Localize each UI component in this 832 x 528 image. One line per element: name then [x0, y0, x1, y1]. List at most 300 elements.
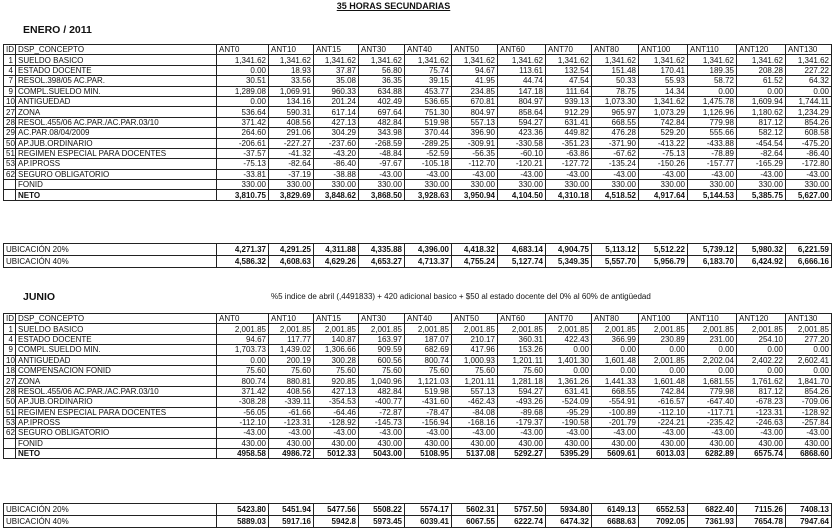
summary-label: UBICACIÓN 20%	[4, 504, 217, 516]
cell-value: 804.97	[452, 107, 498, 117]
cell-value: 153.26	[498, 345, 546, 355]
summary-value: 7092.05	[639, 516, 688, 528]
cell-value: 423.36	[498, 128, 546, 138]
cell-value: -454.54	[737, 138, 786, 148]
cell-value: 55.93	[639, 76, 688, 86]
summary-value: 4,335.88	[359, 244, 405, 256]
cell-value: 230.89	[639, 334, 688, 344]
cell-value: 94.67	[452, 65, 498, 75]
column-header: ANT120	[737, 45, 786, 55]
column-header: ANT60	[498, 314, 546, 324]
cell-value: 330.00	[786, 180, 832, 190]
cell-value: 254.10	[737, 334, 786, 344]
cell-value: 1,341.62	[405, 55, 452, 65]
column-header: ID	[4, 45, 16, 55]
cell-value: 519.98	[405, 117, 452, 127]
cell-value: 2,001.85	[688, 324, 737, 334]
cell-value: -201.79	[592, 417, 639, 427]
row-concept: FONID	[16, 438, 217, 448]
cell-value: 18.93	[269, 65, 314, 75]
cell-value: 590.31	[269, 107, 314, 117]
cell-value: 430.00	[592, 438, 639, 448]
cell-value: -61.66	[269, 407, 314, 417]
row-id	[4, 190, 16, 200]
cell-value: 668.55	[592, 117, 639, 127]
row-id: 10	[4, 96, 16, 106]
table-row	[4, 86, 832, 96]
cell-value: -190.58	[546, 417, 592, 427]
cell-value: 75.60	[314, 365, 359, 375]
cell-value: -127.72	[546, 159, 592, 169]
table-row	[4, 128, 832, 138]
cell-value: 5137.08	[452, 449, 498, 459]
row-concept: AP.IPROSS	[16, 417, 217, 427]
cell-value: 1,281.18	[498, 376, 546, 386]
cell-value: 2,001.85	[737, 324, 786, 334]
column-header: ANT0	[217, 314, 269, 324]
cell-value: 6575.74	[737, 449, 786, 459]
cell-value: -72.87	[359, 407, 405, 417]
cell-value: 75.60	[359, 365, 405, 375]
cell-value: 617.14	[314, 107, 359, 117]
cell-value: 430.00	[359, 438, 405, 448]
cell-value: 408.56	[269, 386, 314, 396]
cell-value: 117.77	[269, 334, 314, 344]
column-header: ANT50	[452, 314, 498, 324]
cell-value: 5043.00	[359, 449, 405, 459]
table-row	[4, 438, 832, 448]
cell-value: -431.60	[405, 397, 452, 407]
cell-value: 2,001.85	[639, 355, 688, 365]
cell-value: -43.00	[359, 169, 405, 179]
cell-value: 2,001.85	[592, 324, 639, 334]
cell-value: 330.00	[737, 180, 786, 190]
table-row	[4, 159, 832, 169]
cell-value: 1,341.62	[737, 55, 786, 65]
summary-value: 4,586.32	[217, 256, 269, 268]
cell-value: -179.37	[498, 417, 546, 427]
concept-table	[3, 44, 832, 201]
cell-value: -330.58	[498, 138, 546, 148]
summary-value: 5757.50	[498, 504, 546, 516]
cell-value: 1,401.30	[546, 355, 592, 365]
cell-value: 965.97	[592, 107, 639, 117]
summary-value: 4,629.26	[314, 256, 359, 268]
cell-value: 1,341.62	[786, 55, 832, 65]
cell-value: 557.13	[452, 117, 498, 127]
cell-value: 2,001.85	[498, 324, 546, 334]
cell-value: -308.28	[217, 397, 269, 407]
cell-value: 396.90	[452, 128, 498, 138]
cell-value: 0.00	[217, 65, 269, 75]
cell-value: 631.41	[546, 386, 592, 396]
cell-value: -97.67	[359, 159, 405, 169]
row-concept: SUELDO BASICO	[16, 55, 217, 65]
cell-value: -475.20	[786, 138, 832, 148]
cell-value: 817.12	[737, 117, 786, 127]
row-id	[4, 438, 16, 448]
cell-value: 422.43	[546, 334, 592, 344]
cell-value: -43.00	[688, 169, 737, 179]
cell-value: -43.00	[546, 428, 592, 438]
summary-value: 5508.22	[359, 504, 405, 516]
row-concept: ANTIGUEDAD	[16, 96, 217, 106]
cell-value: 779.98	[688, 386, 737, 396]
row-concept: AP.IPROSS	[16, 159, 217, 169]
row-id: 51	[4, 407, 16, 417]
cell-value: 2,001.85	[359, 324, 405, 334]
cell-value: 430.00	[217, 438, 269, 448]
cell-value: -105.18	[405, 159, 452, 169]
table-row	[4, 117, 832, 127]
cell-value: 370.44	[405, 128, 452, 138]
table-row	[4, 180, 832, 190]
row-concept: ZONA	[16, 107, 217, 117]
cell-value: 1,341.62	[452, 55, 498, 65]
cell-value: -43.00	[737, 169, 786, 179]
cell-value: 6868.60	[786, 449, 832, 459]
row-concept: COMPL.SUELDO MIN.	[16, 345, 217, 355]
cell-value: 151.48	[592, 65, 639, 75]
cell-value: 231.00	[688, 334, 737, 344]
row-concept: RESOL.455/06 AC.PAR./AC.PAR.03/10	[16, 386, 217, 396]
summary-value: 4,608.63	[269, 256, 314, 268]
summary-value: 6822.40	[688, 504, 737, 516]
cell-value: -371.90	[592, 138, 639, 148]
row-concept: RESOL.398/05 AC.PAR.	[16, 76, 217, 86]
cell-value: -78.89	[688, 148, 737, 158]
summary-value: 6,221.59	[786, 244, 832, 256]
row-id: 27	[4, 376, 16, 386]
summary-value: 6552.53	[639, 504, 688, 516]
summary-value: 7408.13	[786, 504, 832, 516]
cell-value: 75.60	[498, 365, 546, 375]
summary-value: 6,666.16	[786, 256, 832, 268]
summary-value: 5574.17	[405, 504, 452, 516]
cell-value: 75.74	[405, 65, 452, 75]
row-concept: AP.JUB.ORDINARIO	[16, 138, 217, 148]
cell-value: -354.53	[314, 397, 359, 407]
summary-value: 7115.26	[737, 504, 786, 516]
cell-value: 529.20	[639, 128, 688, 138]
cell-value: 858.64	[498, 107, 546, 117]
table-row	[4, 334, 832, 344]
cell-value: -112.70	[452, 159, 498, 169]
cell-value: 0.00	[688, 365, 737, 375]
cell-value: 47.54	[546, 76, 592, 86]
cell-value: -117.71	[688, 407, 737, 417]
cell-value: -227.27	[269, 138, 314, 148]
cell-value: 5012.33	[314, 449, 359, 459]
cell-value: -38.88	[314, 169, 359, 179]
table-row	[4, 324, 832, 334]
row-id: 50	[4, 397, 16, 407]
cell-value: 330.00	[217, 180, 269, 190]
cell-value: 300.28	[314, 355, 359, 365]
cell-value: 330.00	[314, 180, 359, 190]
cell-value: 476.28	[592, 128, 639, 138]
cell-value: 1,201.11	[498, 355, 546, 365]
cell-value: 482.84	[359, 386, 405, 396]
cell-value: 189.35	[688, 65, 737, 75]
cell-value: 1,341.62	[639, 55, 688, 65]
column-header: ANT60	[498, 45, 546, 55]
cell-value: 2,001.85	[546, 324, 592, 334]
cell-value: 960.33	[314, 86, 359, 96]
cell-value: 330.00	[452, 180, 498, 190]
cell-value: 2,001.85	[217, 324, 269, 334]
summary-row	[4, 244, 832, 256]
cell-value: -400.77	[359, 397, 405, 407]
row-concept: SUELDO BASICO	[16, 324, 217, 334]
cell-value: 0.00	[546, 345, 592, 355]
cell-value: 0.00	[737, 365, 786, 375]
row-concept: NETO	[16, 190, 217, 200]
cell-value: 41.95	[452, 76, 498, 86]
cell-value: 330.00	[498, 180, 546, 190]
row-id: 28	[4, 117, 16, 127]
table-header-row	[4, 314, 832, 324]
cell-value: 0.00	[786, 365, 832, 375]
column-header: ANT30	[359, 314, 405, 324]
row-id: 62	[4, 169, 16, 179]
cell-value: 536.65	[405, 96, 452, 106]
cell-value: 5,144.53	[688, 190, 737, 200]
total-row	[4, 449, 832, 459]
cell-value: 1,289.08	[217, 86, 269, 96]
cell-value: -237.60	[314, 138, 359, 148]
cell-value: 430.00	[314, 438, 359, 448]
cell-value: -709.06	[786, 397, 832, 407]
cell-value: -433.88	[688, 138, 737, 148]
cell-value: -100.89	[592, 407, 639, 417]
cell-value: -156.94	[405, 417, 452, 427]
cell-value: -235.42	[688, 417, 737, 427]
table-row	[4, 107, 832, 117]
cell-value: -123.31	[269, 417, 314, 427]
cell-value: 0.00	[688, 86, 737, 96]
summary-value: 6,183.70	[688, 256, 737, 268]
cell-value: -43.00	[314, 428, 359, 438]
summary-value: 6149.13	[592, 504, 639, 516]
cell-value: 557.13	[452, 386, 498, 396]
cell-value: -43.00	[639, 169, 688, 179]
page-title: 35 HORAS SECUNDARIAS	[336, 1, 451, 11]
summary-value: 5602.31	[452, 504, 498, 516]
row-concept: COMPENSACION FONID	[16, 365, 217, 375]
summary-value: 4,904.75	[546, 244, 592, 256]
cell-value: 2,001.85	[639, 324, 688, 334]
cell-value: 1,073.29	[639, 107, 688, 117]
column-header: ANT40	[405, 45, 452, 55]
summary-row	[4, 504, 832, 516]
cell-value: 668.55	[592, 386, 639, 396]
cell-value: 75.60	[269, 365, 314, 375]
cell-value: 482.84	[359, 117, 405, 127]
cell-value: 682.69	[405, 345, 452, 355]
cell-value: 920.85	[314, 376, 359, 386]
cell-value: 430.00	[639, 438, 688, 448]
column-header: ANT15	[314, 314, 359, 324]
table-row	[4, 365, 832, 375]
row-id: 28	[4, 386, 16, 396]
cell-value: 427.13	[314, 386, 359, 396]
cell-value: 0.00	[217, 355, 269, 365]
cell-value: 1,761.62	[737, 376, 786, 386]
cell-value: 1,681.55	[688, 376, 737, 386]
cell-value: 330.00	[269, 180, 314, 190]
cell-value: 3,848.62	[314, 190, 359, 200]
cell-value: -64.46	[314, 407, 359, 417]
cell-value: 4,917.64	[639, 190, 688, 200]
table-header-row	[4, 45, 832, 55]
summary-value: 5,113.12	[592, 244, 639, 256]
summary-value: 5942.8	[314, 516, 359, 528]
cell-value: -351.23	[546, 138, 592, 148]
column-header: ANT40	[405, 314, 452, 324]
cell-value: 44.74	[498, 76, 546, 86]
total-row	[4, 190, 832, 200]
cell-value: 39.15	[405, 76, 452, 86]
cell-value: -43.00	[546, 169, 592, 179]
cell-value: 5,627.00	[786, 190, 832, 200]
cell-value: 594.27	[498, 386, 546, 396]
cell-value: 1,073.30	[592, 96, 639, 106]
row-concept: REGIMEN ESPECIAL PARA DOCENTES	[16, 148, 217, 158]
column-header: ANT100	[639, 314, 688, 324]
cell-value: -206.61	[217, 138, 269, 148]
row-id	[4, 180, 16, 190]
cell-value: -37.57	[217, 148, 269, 158]
row-id: 4	[4, 65, 16, 75]
cell-value: 330.00	[405, 180, 452, 190]
cell-value: 5609.61	[592, 449, 639, 459]
cell-value: 519.98	[405, 386, 452, 396]
cell-value: 1,040.96	[359, 376, 405, 386]
cell-value: -43.00	[452, 169, 498, 179]
cell-value: 277.20	[786, 334, 832, 344]
cell-value: 0.00	[737, 345, 786, 355]
cell-value: 75.60	[452, 365, 498, 375]
cell-value: -60.10	[498, 148, 546, 158]
cell-value: -157.77	[688, 159, 737, 169]
cell-value: -43.00	[786, 169, 832, 179]
cell-value: 0.00	[592, 365, 639, 375]
cell-value: 1,744.11	[786, 96, 832, 106]
cell-value: -67.62	[592, 148, 639, 158]
cell-value: -82.64	[269, 159, 314, 169]
column-header: ANT70	[546, 45, 592, 55]
cell-value: 0.00	[639, 365, 688, 375]
cell-value: 0.00	[546, 365, 592, 375]
row-id: 53	[4, 417, 16, 427]
cell-value: 1,201.11	[452, 376, 498, 386]
cell-value: 430.00	[688, 438, 737, 448]
cell-value: 582.12	[737, 128, 786, 138]
cell-value: 5395.29	[546, 449, 592, 459]
row-id: 51	[4, 148, 16, 158]
cell-value: 30.51	[217, 76, 269, 86]
cell-value: 343.98	[359, 128, 405, 138]
cell-value: 234.85	[452, 86, 498, 96]
column-header: ANT120	[737, 314, 786, 324]
summary-value: 5,512.22	[639, 244, 688, 256]
row-concept: NETO	[16, 449, 217, 459]
cell-value: 2,001.85	[269, 324, 314, 334]
table-row	[4, 345, 832, 355]
cell-value: 330.00	[639, 180, 688, 190]
cell-value: -33.81	[217, 169, 269, 179]
cell-value: -52.59	[405, 148, 452, 158]
cell-value: 360.31	[498, 334, 546, 344]
cell-value: 75.60	[217, 365, 269, 375]
cell-value: 854.26	[786, 386, 832, 396]
summary-value: 6474.32	[546, 516, 592, 528]
cell-value: -224.21	[639, 417, 688, 427]
cell-value: 5,385.75	[737, 190, 786, 200]
cell-value: -43.00	[498, 428, 546, 438]
cell-value: 631.41	[546, 117, 592, 127]
cell-value: -86.40	[314, 159, 359, 169]
column-header: ANT10	[269, 45, 314, 55]
cell-value: 5108.95	[405, 449, 452, 459]
cell-value: -78.47	[405, 407, 452, 417]
cell-value: 1,126.96	[688, 107, 737, 117]
summary-value: 5917.16	[269, 516, 314, 528]
cell-value: -128.92	[786, 407, 832, 417]
cell-value: 1,841.70	[786, 376, 832, 386]
cell-value: 2,001.85	[786, 324, 832, 334]
table-row	[4, 417, 832, 427]
cell-value: 430.00	[405, 438, 452, 448]
row-id: 27	[4, 107, 16, 117]
cell-value: 264.60	[217, 128, 269, 138]
cell-value: -43.00	[269, 428, 314, 438]
cell-value: 608.58	[786, 128, 832, 138]
cell-value: -43.00	[639, 428, 688, 438]
summary-value: 7654.78	[737, 516, 786, 528]
cell-value: -84.08	[452, 407, 498, 417]
cell-value: -120.21	[498, 159, 546, 169]
cell-value: 291.06	[269, 128, 314, 138]
summary-value: 4,291.25	[269, 244, 314, 256]
cell-value: -43.00	[498, 169, 546, 179]
cell-value: 1,441.33	[592, 376, 639, 386]
row-id: 9	[4, 86, 16, 96]
cell-value: 0.00	[217, 96, 269, 106]
cell-value: 594.27	[498, 117, 546, 127]
cell-value: -48.84	[359, 148, 405, 158]
cell-value: 536.64	[217, 107, 269, 117]
summary-value: 5451.94	[269, 504, 314, 516]
cell-value: 1,069.91	[269, 86, 314, 96]
cell-value: -43.00	[592, 428, 639, 438]
cell-value: -123.31	[737, 407, 786, 417]
row-id: 7	[4, 76, 16, 86]
cell-value: 854.26	[786, 117, 832, 127]
summary-table	[3, 243, 832, 268]
cell-value: 36.35	[359, 76, 405, 86]
cell-value: -112.10	[217, 417, 269, 427]
summary-value: 7947.64	[786, 516, 832, 528]
row-id: 18	[4, 365, 16, 375]
column-header: ANT50	[452, 45, 498, 55]
cell-value: 200.19	[269, 355, 314, 365]
column-header: ANT15	[314, 45, 359, 55]
summary-row	[4, 256, 832, 268]
cell-value: 1,341.62	[546, 55, 592, 65]
cell-value: -165.29	[737, 159, 786, 169]
